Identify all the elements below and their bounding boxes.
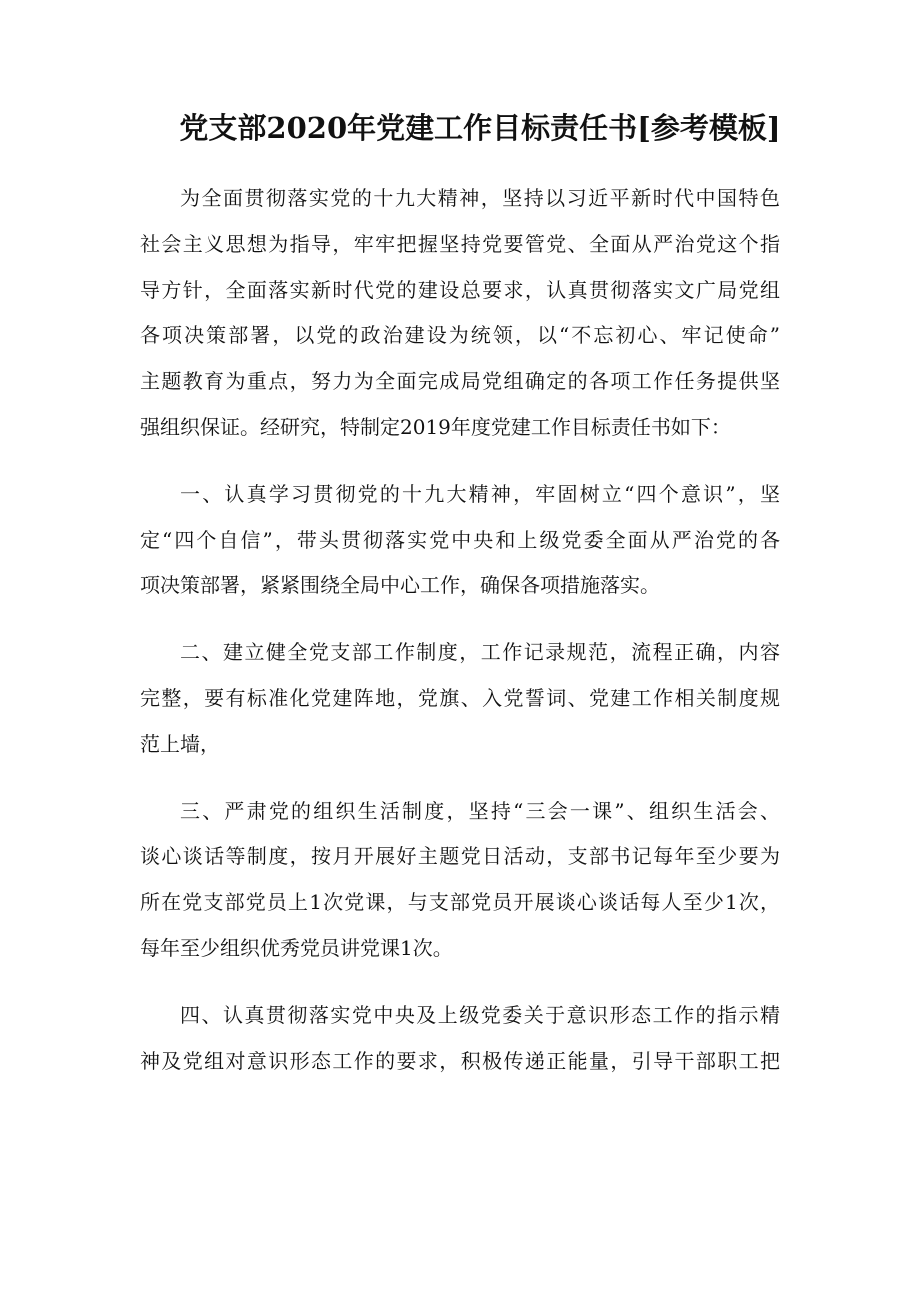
text-line: 强组织保证。经研究，特制定2019年度党建工作目标责任书如下： <box>140 414 731 439</box>
paragraph-intro <box>140 176 780 451</box>
text-line: 定“四个自信”，带头贯彻落实党中央和上级党委全面从严治党的各 <box>140 527 780 552</box>
text-line: 一、认真学习贯彻党的十九大精神，牢固树立“四个意识”，坚 <box>180 481 780 506</box>
text-line: 为全面贯彻落实党的十九大精神，坚持以习近平新时代中国特色 <box>180 186 780 210</box>
text-line: 二、建立健全党支部工作制度，工作记录规范，流程正确，内容 <box>180 640 780 665</box>
document-body <box>140 176 780 1105</box>
text-line: 各项决策部署，以党的政治建设为统领，以“不忘初心、牢记使命” <box>140 323 780 348</box>
text-line: 四、认真贯彻落实党中央及上级党委关于意识形态工作的指示精 <box>180 1002 780 1027</box>
text-line: 导方针，全面落实新时代党的建设总要求，认真贯彻落实文广局党组 <box>140 277 780 302</box>
text-line: 每年至少组织优秀党员讲党课1次。 <box>140 935 453 960</box>
document-title: 党支部2020年党建工作目标责任书[参考模板] <box>179 111 781 145</box>
text-line: 项决策部署，紧紧围绕全局中心工作，确保各项措施落实。 <box>140 573 660 598</box>
paragraph-item-2 <box>140 630 780 767</box>
text-line: 所在党支部党员上1次党课，与支部党员开展谈心谈话每人至少1次， <box>140 890 780 915</box>
paragraph-item-4 <box>140 993 780 1085</box>
paragraph-item-1 <box>140 472 780 609</box>
text-line: 三、严肃党的组织生活制度，坚持“三会一课”、组织生活会、 <box>180 798 780 823</box>
text-line: 范上墙， <box>140 731 220 756</box>
text-line: 完整，要有标准化党建阵地，党旗、入党誓词、党建工作相关制度规 <box>140 685 780 710</box>
text-line: 神及党组对意识形态工作的要求，积极传递正能量，引导干部职工把 <box>140 1048 780 1073</box>
text-line: 社会主义思想为指导，牢牢把握坚持党要管党、全面从严治党这个指 <box>140 231 780 256</box>
paragraph-item-3 <box>140 789 780 972</box>
text-line: 谈心谈话等制度，按月开展好主题党日活动，支部书记每年至少要为 <box>140 844 780 869</box>
text-line: 主题教育为重点，努力为全面完成局党组确定的各项工作任务提供坚 <box>140 369 780 394</box>
